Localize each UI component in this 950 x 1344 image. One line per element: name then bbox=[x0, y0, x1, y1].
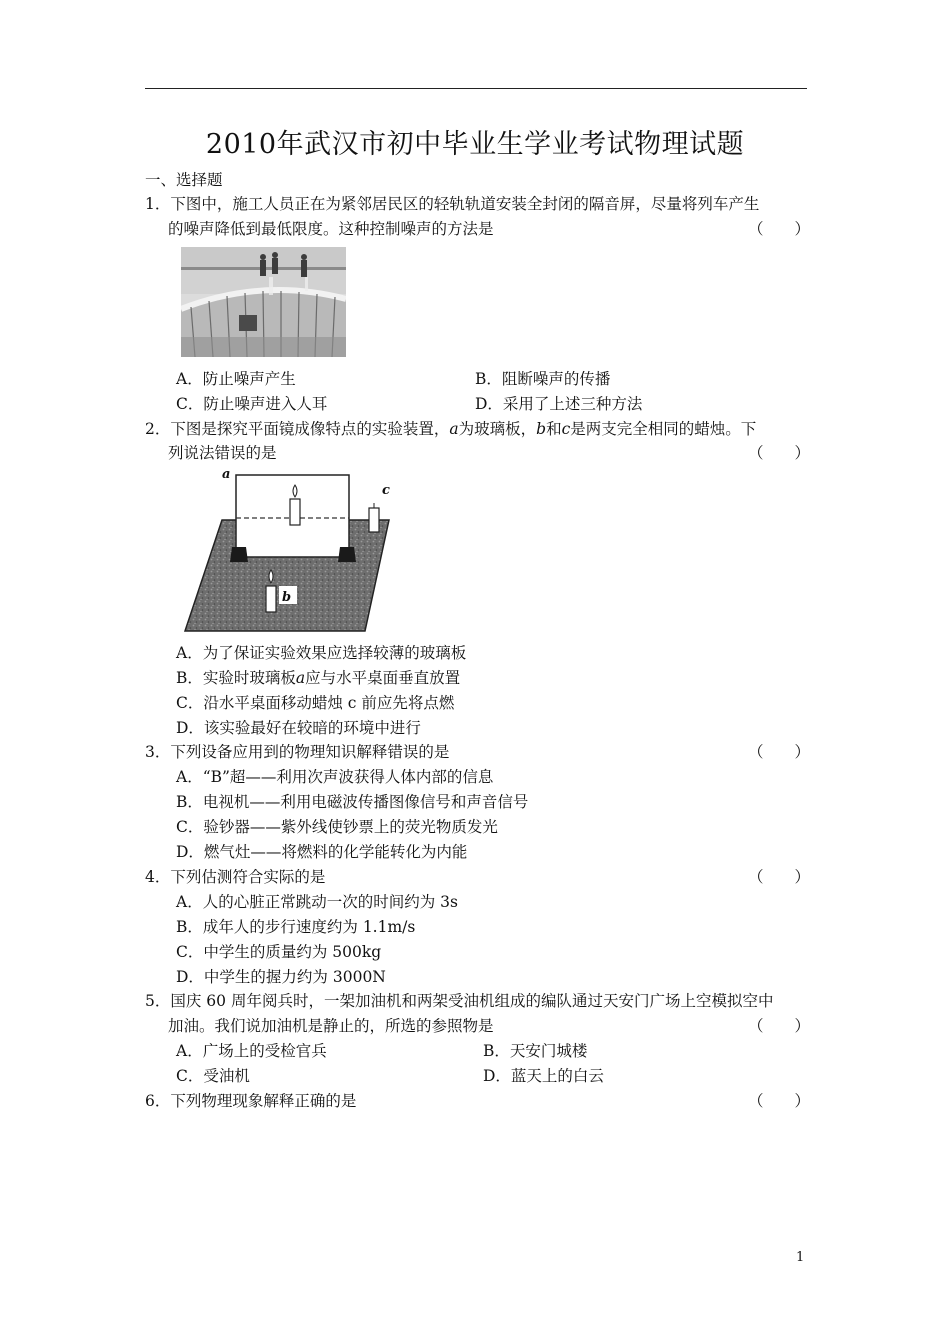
q2-stem-var-a: a bbox=[449, 420, 459, 438]
q1-stem-line1: 1．下图中，施工人员正在为紧邻居民区的轻轨轨道安装全封闭的隔音屏，尽量将列车产生 bbox=[145, 195, 760, 213]
q1-option-b: B．阻断噪声的传播 bbox=[475, 370, 611, 388]
section-heading: 一、选择题 bbox=[145, 171, 223, 189]
q4-answer-blank: （ ） bbox=[748, 868, 811, 886]
q2-option-b bbox=[176, 668, 460, 688]
q1-option-c: C．防止噪声进入人耳 bbox=[176, 395, 328, 413]
q2-stem-line1 bbox=[145, 419, 756, 439]
q2-stem-text-1: 2．下图是探究平面镜成像特点的实验装置， bbox=[145, 420, 450, 438]
q1-answer-blank: （ ） bbox=[748, 220, 811, 238]
q2-stem-var-b: b bbox=[536, 420, 547, 438]
q2-mirror-experiment-figure bbox=[180, 468, 400, 638]
page-title: 2010年武汉市初中毕业生学业考试物理试题 bbox=[205, 129, 745, 160]
figure-label-a: a bbox=[222, 468, 231, 482]
q5-stem-line2: 加油。我们说加油机是静止的，所选的参照物是 bbox=[168, 1017, 494, 1035]
q2-option-b-text-2: 应与水平桌面垂直放置 bbox=[305, 669, 461, 687]
q2-stem-var-c: c bbox=[561, 420, 571, 438]
q5-stem-line1: 5．国庆 60 周年阅兵时，一架加油机和两架受油机组成的编队通过天安门广场上空模拟空中 bbox=[145, 992, 774, 1010]
q3-answer-blank: （ ） bbox=[748, 743, 811, 761]
q2-stem-line2: 列说法错误的是 bbox=[168, 444, 277, 462]
q3-option-a: A．“B”超——利用次声波获得人体内部的信息 bbox=[176, 768, 494, 786]
q2-option-b-var-a: a bbox=[295, 669, 306, 687]
q2-answer-blank: （ ） bbox=[748, 444, 811, 462]
q2-stem-text-4: 是两支完全相同的蜡烛。下 bbox=[570, 420, 757, 438]
q4-stem: 4．下列估测符合实际的是 bbox=[145, 868, 326, 886]
figure-label-c: c bbox=[382, 483, 390, 498]
q2-option-d: D．该实验最好在较暗的环境中进行 bbox=[176, 719, 421, 737]
q3-stem: 3．下列设备应用到的物理知识解释错误的是 bbox=[145, 743, 450, 761]
q2-stem-text-2: 为玻璃板， bbox=[458, 420, 537, 438]
q6-answer-blank: （ ） bbox=[748, 1092, 811, 1110]
q1-stem-line2: 的噪声降低到最低限度。这种控制噪声的方法是 bbox=[168, 220, 494, 238]
q4-option-c: C．中学生的质量约为 500kg bbox=[176, 943, 382, 961]
q4-option-a: A．人的心脏正常跳动一次的时间约为 3s bbox=[176, 893, 458, 911]
header-rule bbox=[145, 88, 807, 89]
q1-option-a: A．防止噪声产生 bbox=[176, 370, 296, 388]
q4-option-d: D．中学生的握力约为 3000N bbox=[176, 968, 386, 986]
page-number: 1 bbox=[796, 1250, 805, 1265]
figure-label-b: b bbox=[282, 590, 292, 605]
q5-option-b: B．天安门城楼 bbox=[483, 1042, 588, 1060]
q3-option-c: C．验钞器——紫外线使钞票上的荧光物质发光 bbox=[176, 818, 498, 836]
q5-option-d: D．蓝天上的白云 bbox=[483, 1067, 604, 1085]
q5-answer-blank: （ ） bbox=[748, 1017, 811, 1035]
q4-option-b: B．成年人的步行速度约为 1.1m/s bbox=[176, 918, 416, 936]
q2-option-a: A．为了保证实验效果应选择较薄的玻璃板 bbox=[176, 644, 467, 662]
q2-option-c: C．沿水平桌面移动蜡烛 c 前应先将点燃 bbox=[176, 694, 455, 712]
q5-option-a: A．广场上的受检官兵 bbox=[176, 1042, 327, 1060]
q5-option-c: C．受油机 bbox=[176, 1067, 250, 1085]
q2-option-b-text-1: B．实验时玻璃板 bbox=[176, 669, 296, 687]
q3-option-d: D．燃气灶——将燃料的化学能转化为内能 bbox=[176, 843, 468, 861]
q1-option-d: D．采用了上述三种方法 bbox=[475, 395, 643, 413]
q6-stem: 6．下列物理现象解释正确的是 bbox=[145, 1092, 357, 1110]
q2-stem-text-3: 和 bbox=[546, 420, 562, 438]
q1-photo-noise-barrier bbox=[181, 247, 346, 357]
q3-option-b: B．电视机——利用电磁波传播图像信号和声音信号 bbox=[176, 793, 529, 811]
